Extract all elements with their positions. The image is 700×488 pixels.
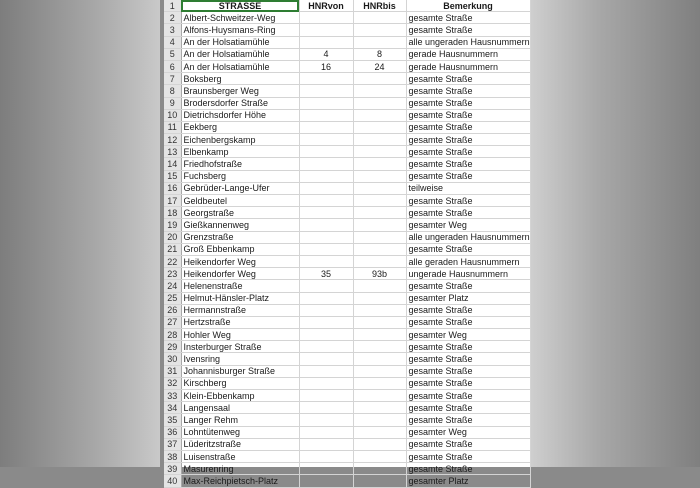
cell-bemerkung[interactable]: gesamte Straße — [406, 134, 530, 146]
table-row — [164, 182, 530, 194]
row-number[interactable]: 7 — [164, 73, 181, 85]
cell-hnrvon[interactable] — [299, 438, 353, 450]
cell-bemerkung[interactable]: gesamte Straße — [406, 280, 530, 292]
row-number[interactable]: 40 — [164, 475, 181, 487]
cell-hnrbis[interactable]: 24 — [353, 60, 406, 72]
cell-hnrbis[interactable] — [353, 341, 406, 353]
cell-hnrbis[interactable] — [353, 377, 406, 389]
cell-strasse[interactable]: An der Holsatiamühle — [181, 36, 299, 48]
cell-hnrbis[interactable] — [353, 85, 406, 97]
cell-hnrvon[interactable] — [299, 134, 353, 146]
cell-hnrbis[interactable] — [353, 121, 406, 133]
cell-strasse[interactable]: Grenzstraße — [181, 231, 299, 243]
table-row — [164, 158, 530, 170]
cell-strasse[interactable]: Alfons-Huysmans-Ring — [181, 24, 299, 36]
table-row — [164, 255, 530, 267]
cell-strasse[interactable]: Hertzstraße — [181, 316, 299, 328]
cell-strasse[interactable]: Friedhofstraße — [181, 158, 299, 170]
cell-hnrbis[interactable] — [353, 475, 406, 487]
cell-bemerkung[interactable]: gerade Hausnummern — [406, 48, 530, 60]
cell-hnrbis[interactable] — [353, 182, 406, 194]
cell-hnrvon[interactable] — [299, 109, 353, 121]
cell-hnrbis[interactable]: 8 — [353, 48, 406, 60]
row-number[interactable]: 24 — [164, 280, 181, 292]
cell-bemerkung[interactable]: gesamte Straße — [406, 316, 530, 328]
cell-strasse[interactable]: Kirschberg — [181, 377, 299, 389]
cell-hnrvon[interactable] — [299, 414, 353, 426]
cell-strasse[interactable]: Brodersdorfer Straße — [181, 97, 299, 109]
cell-strasse[interactable]: Albert-Schweitzer-Weg — [181, 12, 299, 24]
row-number[interactable]: 16 — [164, 182, 181, 194]
cell-hnrvon[interactable]: 35 — [299, 268, 353, 280]
cell-hnrvon[interactable] — [299, 24, 353, 36]
cell-hnrvon[interactable]: 4 — [299, 48, 353, 60]
table-row — [164, 243, 530, 255]
cell-hnrbis[interactable] — [353, 12, 406, 24]
cell-strasse[interactable]: Ivensring — [181, 353, 299, 365]
table-row — [164, 48, 530, 60]
row-number[interactable]: 13 — [164, 146, 181, 158]
row-number[interactable]: 9 — [164, 97, 181, 109]
table-row — [164, 377, 530, 389]
row-number[interactable]: 14 — [164, 158, 181, 170]
row-number[interactable]: 30 — [164, 353, 181, 365]
table-row — [164, 463, 530, 475]
cell-hnrvon[interactable] — [299, 329, 353, 341]
cell-hnrbis[interactable] — [353, 243, 406, 255]
spreadsheet — [164, 0, 530, 486]
cell-hnrbis[interactable] — [353, 438, 406, 450]
table-row — [164, 12, 530, 24]
cell-hnrvon[interactable] — [299, 182, 353, 194]
cell-strasse[interactable]: Heikendorfer Weg — [181, 268, 299, 280]
street-table — [164, 0, 531, 488]
cell-strasse[interactable]: Elbenkamp — [181, 146, 299, 158]
table-row — [164, 390, 530, 402]
row-number[interactable]: 35 — [164, 414, 181, 426]
cell-strasse[interactable]: Lohntütenweg — [181, 426, 299, 438]
cell-hnrvon[interactable] — [299, 304, 353, 316]
cell-bemerkung[interactable]: teilweise — [406, 182, 530, 194]
cell-hnrbis[interactable] — [353, 426, 406, 438]
cell-strasse[interactable]: Klein-Ebbenkamp — [181, 390, 299, 402]
cell-hnrbis[interactable] — [353, 207, 406, 219]
table-row — [164, 268, 530, 280]
cell-hnrvon[interactable] — [299, 195, 353, 207]
table-row — [164, 73, 530, 85]
row-number[interactable]: 1 — [164, 0, 181, 12]
cell-strasse[interactable]: An der Holsatiamühle — [181, 60, 299, 72]
cell-bemerkung[interactable]: gesamte Straße — [406, 24, 530, 36]
table-row — [164, 170, 530, 182]
row-number[interactable]: 21 — [164, 243, 181, 255]
cell-hnrvon[interactable] — [299, 402, 353, 414]
table-row — [164, 97, 530, 109]
cell-strasse[interactable]: Eekberg — [181, 121, 299, 133]
cell-hnrvon[interactable] — [299, 36, 353, 48]
row-number[interactable]: 29 — [164, 341, 181, 353]
row-number[interactable]: 32 — [164, 377, 181, 389]
cell-bemerkung[interactable]: gesamte Straße — [406, 377, 530, 389]
table-row — [164, 121, 530, 133]
table-row — [164, 24, 530, 36]
cell-bemerkung[interactable]: gesamte Straße — [406, 85, 530, 97]
cell-strasse[interactable]: Insterburger Straße — [181, 341, 299, 353]
cell-bemerkung[interactable]: gesamter Platz — [406, 292, 530, 304]
cell-hnrbis[interactable] — [353, 280, 406, 292]
cell-strasse[interactable]: Eichenbergskamp — [181, 134, 299, 146]
cell-bemerkung[interactable]: gesamte Straße — [406, 121, 530, 133]
cell-bemerkung[interactable]: gesamte Straße — [406, 243, 530, 255]
header-strasse[interactable]: STRASSE — [181, 0, 299, 12]
cell-strasse[interactable]: Heikendorfer Weg — [181, 255, 299, 267]
cell-bemerkung[interactable]: alle ungeraden Hausnummern — [406, 36, 530, 48]
cell-hnrbis[interactable] — [353, 195, 406, 207]
table-row — [164, 207, 530, 219]
cell-hnrvon[interactable] — [299, 170, 353, 182]
table-row — [164, 341, 530, 353]
cell-strasse[interactable]: Helenenstraße — [181, 280, 299, 292]
cell-bemerkung[interactable]: ungerade Hausnummern — [406, 268, 530, 280]
table-row — [164, 36, 530, 48]
cell-bemerkung[interactable]: gesamte Straße — [406, 390, 530, 402]
cell-strasse[interactable]: Groß Ebbenkamp — [181, 243, 299, 255]
table-row — [164, 304, 530, 316]
row-number[interactable]: 34 — [164, 402, 181, 414]
cell-hnrbis[interactable] — [353, 255, 406, 267]
blurred-background-right — [530, 0, 700, 467]
row-number[interactable]: 36 — [164, 426, 181, 438]
cell-hnrvon[interactable] — [299, 280, 353, 292]
table-row — [164, 292, 530, 304]
cell-hnrvon[interactable] — [299, 231, 353, 243]
row-number[interactable]: 27 — [164, 316, 181, 328]
cell-strasse[interactable]: Masurenring — [181, 463, 299, 475]
cell-hnrvon[interactable] — [299, 243, 353, 255]
cell-bemerkung[interactable]: gesamte Straße — [406, 438, 530, 450]
cell-hnrbis[interactable] — [353, 292, 406, 304]
cell-hnrbis[interactable] — [353, 231, 406, 243]
cell-bemerkung[interactable]: gesamte Straße — [406, 463, 530, 475]
cell-strasse[interactable]: Georgstraße — [181, 207, 299, 219]
cell-hnrvon[interactable] — [299, 207, 353, 219]
cell-hnrbis[interactable] — [353, 304, 406, 316]
cell-hnrvon[interactable] — [299, 390, 353, 402]
header-hnrvon[interactable]: HNRvon — [299, 0, 353, 12]
row-number[interactable]: 8 — [164, 85, 181, 97]
row-number[interactable]: 19 — [164, 219, 181, 231]
cell-hnrbis[interactable] — [353, 170, 406, 182]
cell-hnrbis[interactable] — [353, 365, 406, 377]
cell-hnrbis[interactable] — [353, 450, 406, 462]
cell-bemerkung[interactable]: gesamte Straße — [406, 304, 530, 316]
cell-hnrvon[interactable] — [299, 426, 353, 438]
cell-hnrbis[interactable] — [353, 73, 406, 85]
row-number[interactable]: 5 — [164, 48, 181, 60]
table-row — [164, 438, 530, 450]
cell-bemerkung[interactable]: gesamte Straße — [406, 402, 530, 414]
cell-hnrvon[interactable] — [299, 341, 353, 353]
cell-hnrbis[interactable] — [353, 97, 406, 109]
cell-strasse[interactable]: Boksberg — [181, 73, 299, 85]
cell-strasse[interactable]: Hohler Weg — [181, 329, 299, 341]
row-number[interactable]: 38 — [164, 450, 181, 462]
row-number[interactable]: 23 — [164, 268, 181, 280]
cell-hnrbis[interactable] — [353, 146, 406, 158]
cell-bemerkung[interactable]: gesamte Straße — [406, 207, 530, 219]
cell-hnrvon[interactable] — [299, 97, 353, 109]
row-number[interactable]: 4 — [164, 36, 181, 48]
cell-hnrvon[interactable] — [299, 73, 353, 85]
table-row — [164, 219, 530, 231]
cell-bemerkung[interactable]: gesamter Weg — [406, 329, 530, 341]
cell-bemerkung[interactable]: gesamte Straße — [406, 97, 530, 109]
cell-strasse[interactable]: Dietrichsdorfer Höhe — [181, 109, 299, 121]
cell-hnrbis[interactable] — [353, 353, 406, 365]
cell-bemerkung[interactable]: gesamter Weg — [406, 219, 530, 231]
cell-strasse[interactable]: Langer Rehm — [181, 414, 299, 426]
cell-bemerkung[interactable]: gesamte Straße — [406, 450, 530, 462]
cell-hnrbis[interactable] — [353, 134, 406, 146]
cell-hnrbis[interactable] — [353, 402, 406, 414]
table-row — [164, 426, 530, 438]
cell-hnrbis[interactable] — [353, 24, 406, 36]
cell-hnrvon[interactable] — [299, 292, 353, 304]
table-row — [164, 365, 530, 377]
cell-hnrvon[interactable] — [299, 365, 353, 377]
blurred-background-left — [0, 0, 160, 467]
header-bemerkung[interactable]: Bemerkung — [406, 0, 530, 12]
row-number[interactable]: 20 — [164, 231, 181, 243]
cell-hnrvon[interactable] — [299, 121, 353, 133]
table-row — [164, 195, 530, 207]
row-number[interactable]: 11 — [164, 121, 181, 133]
cell-bemerkung[interactable]: gesamte Straße — [406, 365, 530, 377]
cell-bemerkung[interactable]: gesamte Straße — [406, 170, 530, 182]
cell-hnrbis[interactable] — [353, 316, 406, 328]
cell-bemerkung[interactable]: gesamte Straße — [406, 12, 530, 24]
cell-hnrvon[interactable] — [299, 85, 353, 97]
cell-strasse[interactable]: Hermannstraße — [181, 304, 299, 316]
cell-bemerkung[interactable]: gesamte Straße — [406, 158, 530, 170]
row-number[interactable]: 31 — [164, 365, 181, 377]
cell-hnrvon[interactable]: 16 — [299, 60, 353, 72]
cell-hnrvon[interactable] — [299, 158, 353, 170]
table-row — [164, 85, 530, 97]
row-number[interactable]: 15 — [164, 170, 181, 182]
row-number[interactable]: 18 — [164, 207, 181, 219]
cell-bemerkung[interactable]: alle ungeraden Hausnummern — [406, 231, 530, 243]
table-row — [164, 402, 530, 414]
table-row — [164, 450, 530, 462]
row-number[interactable]: 22 — [164, 255, 181, 267]
table-row — [164, 353, 530, 365]
cell-hnrvon[interactable] — [299, 463, 353, 475]
header-row — [164, 0, 530, 12]
row-number[interactable]: 6 — [164, 60, 181, 72]
cell-hnrbis[interactable] — [353, 463, 406, 475]
row-number[interactable]: 12 — [164, 134, 181, 146]
cell-bemerkung[interactable]: gesamte Straße — [406, 341, 530, 353]
cell-bemerkung[interactable]: gesamter Platz — [406, 475, 530, 487]
cell-hnrvon[interactable] — [299, 12, 353, 24]
row-number[interactable]: 33 — [164, 390, 181, 402]
row-number[interactable]: 2 — [164, 12, 181, 24]
row-number[interactable]: 17 — [164, 195, 181, 207]
cell-strasse[interactable]: Geldbeutel — [181, 195, 299, 207]
cell-bemerkung[interactable]: gesamte Straße — [406, 109, 530, 121]
cell-bemerkung[interactable]: alle geraden Hausnummern — [406, 255, 530, 267]
cell-strasse[interactable]: Braunsberger Weg — [181, 85, 299, 97]
table-row — [164, 231, 530, 243]
table-row — [164, 134, 530, 146]
cell-strasse[interactable]: Fuchsberg — [181, 170, 299, 182]
cell-hnrvon[interactable] — [299, 377, 353, 389]
row-number[interactable]: 28 — [164, 329, 181, 341]
row-number[interactable]: 3 — [164, 24, 181, 36]
cell-bemerkung[interactable]: gesamter Weg — [406, 426, 530, 438]
table-row — [164, 329, 530, 341]
cell-strasse[interactable]: An der Holsatiamühle — [181, 48, 299, 60]
header-hnrbis[interactable]: HNRbis — [353, 0, 406, 12]
cell-bemerkung[interactable]: gesamte Straße — [406, 73, 530, 85]
cell-hnrvon[interactable] — [299, 219, 353, 231]
table-row — [164, 60, 530, 72]
cell-bemerkung[interactable]: gesamte Straße — [406, 146, 530, 158]
cell-hnrvon[interactable] — [299, 353, 353, 365]
cell-strasse[interactable]: Gießkannenweg — [181, 219, 299, 231]
cell-bemerkung[interactable]: gesamte Straße — [406, 195, 530, 207]
cell-strasse[interactable]: Luisenstraße — [181, 450, 299, 462]
row-number[interactable]: 10 — [164, 109, 181, 121]
cell-hnrvon[interactable] — [299, 450, 353, 462]
row-number[interactable]: 26 — [164, 304, 181, 316]
cell-strasse[interactable]: Johannisburger Straße — [181, 365, 299, 377]
table-row — [164, 109, 530, 121]
cell-strasse[interactable]: Langensaal — [181, 402, 299, 414]
cell-hnrbis[interactable] — [353, 219, 406, 231]
cell-strasse[interactable]: Max-Reichpietsch-Platz — [181, 475, 299, 487]
cell-strasse[interactable]: Gebrüder-Lange-Ufer — [181, 182, 299, 194]
cell-hnrbis[interactable]: 93b — [353, 268, 406, 280]
table-row — [164, 316, 530, 328]
row-number[interactable]: 25 — [164, 292, 181, 304]
cell-hnrbis[interactable] — [353, 329, 406, 341]
table-row — [164, 280, 530, 292]
cell-bemerkung[interactable]: gesamte Straße — [406, 353, 530, 365]
cell-hnrbis[interactable] — [353, 36, 406, 48]
table-row — [164, 475, 530, 487]
cell-strasse[interactable]: Helmut-Hänsler-Platz — [181, 292, 299, 304]
cell-hnrvon[interactable] — [299, 255, 353, 267]
cell-hnrvon[interactable] — [299, 146, 353, 158]
cell-bemerkung[interactable]: gesamte Straße — [406, 414, 530, 426]
cell-hnrbis[interactable] — [353, 414, 406, 426]
cell-hnrbis[interactable] — [353, 158, 406, 170]
cell-hnrvon[interactable] — [299, 475, 353, 487]
cell-hnrvon[interactable] — [299, 316, 353, 328]
table-row — [164, 414, 530, 426]
table-row — [164, 146, 530, 158]
cell-bemerkung[interactable]: gerade Hausnummern — [406, 60, 530, 72]
cell-strasse[interactable]: Lüderitzstraße — [181, 438, 299, 450]
row-number[interactable]: 39 — [164, 463, 181, 475]
cell-hnrbis[interactable] — [353, 109, 406, 121]
cell-hnrbis[interactable] — [353, 390, 406, 402]
row-number[interactable]: 37 — [164, 438, 181, 450]
